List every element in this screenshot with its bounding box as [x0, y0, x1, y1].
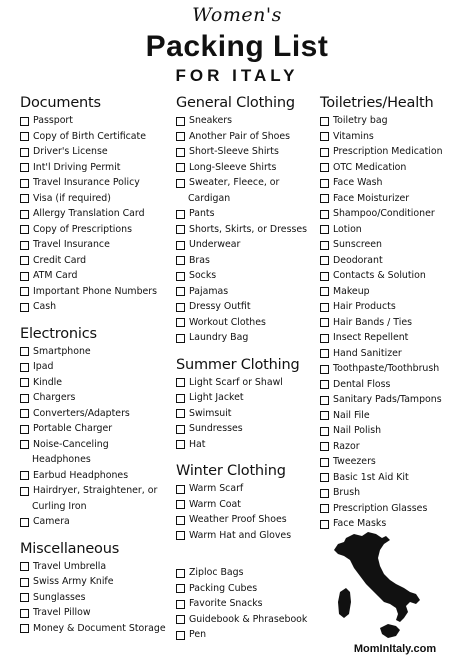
- checkbox[interactable]: [20, 425, 29, 434]
- list-item[interactable]: Nail File: [320, 408, 470, 424]
- list-item[interactable]: Swiss Army Knife: [20, 574, 170, 590]
- list-item[interactable]: Money & Document Storage: [20, 621, 170, 637]
- list-item[interactable]: Chargers: [20, 390, 170, 406]
- checkbox[interactable]: [176, 163, 185, 172]
- list-item[interactable]: Deodorant: [320, 253, 470, 269]
- list-item[interactable]: Packing Cubes: [176, 581, 316, 597]
- list-item[interactable]: Hat: [176, 437, 316, 453]
- winter-clothing-list: [176, 481, 316, 543]
- list-item[interactable]: Travel Umbrella: [20, 559, 170, 575]
- list-item[interactable]: Contacts & Solution: [320, 268, 470, 284]
- checkbox[interactable]: [176, 631, 185, 640]
- checkbox[interactable]: [176, 225, 185, 234]
- list-item[interactable]: Dental Floss: [320, 377, 470, 393]
- list-item[interactable]: Noise-Canceling: [20, 437, 170, 453]
- list-item[interactable]: Smartphone: [20, 344, 170, 360]
- list-item[interactable]: Favorite Snacks: [176, 596, 316, 612]
- checkbox[interactable]: [20, 394, 29, 403]
- list-item[interactable]: Prescription Medication: [320, 144, 470, 160]
- list-item-continuation: Curling Iron: [32, 500, 87, 512]
- list-item[interactable]: Swimsuit: [176, 406, 316, 422]
- checkbox[interactable]: [20, 471, 29, 480]
- list-item[interactable]: ATM Card: [20, 268, 170, 284]
- checkbox[interactable]: [176, 615, 185, 624]
- checkbox[interactable]: [176, 210, 185, 219]
- checkbox[interactable]: [176, 425, 185, 434]
- checkbox[interactable]: [176, 440, 185, 449]
- checkbox[interactable]: [320, 504, 329, 513]
- checkbox[interactable]: [176, 485, 185, 494]
- list-item[interactable]: Cash: [20, 299, 170, 315]
- checkbox[interactable]: [320, 442, 329, 451]
- checkbox[interactable]: [176, 334, 185, 343]
- list-item[interactable]: Driver's License: [20, 144, 170, 160]
- checkbox[interactable]: [320, 272, 329, 281]
- checkbox[interactable]: [320, 225, 329, 234]
- checkbox[interactable]: [320, 117, 329, 126]
- list-item[interactable]: Earbud Headphones: [20, 468, 170, 484]
- section-title-summer-clothing: Summer Clothing: [176, 356, 300, 373]
- checkbox[interactable]: [176, 148, 185, 157]
- checkbox[interactable]: [20, 132, 29, 141]
- checkbox[interactable]: [320, 458, 329, 467]
- checkbox[interactable]: [20, 194, 29, 203]
- checkbox[interactable]: [176, 394, 185, 403]
- checkbox[interactable]: [20, 593, 29, 602]
- column-middle: [176, 94, 316, 643]
- checkbox[interactable]: [176, 569, 185, 578]
- list-item[interactable]: Face Masks: [320, 516, 470, 532]
- checkbox[interactable]: [20, 518, 29, 527]
- checkbox[interactable]: [176, 378, 185, 387]
- list-item[interactable]: Warm Scarf: [176, 481, 316, 497]
- list-item[interactable]: Workout Clothes: [176, 315, 316, 331]
- list-item[interactable]: Hand Sanitizer: [320, 346, 470, 362]
- checkbox[interactable]: [20, 440, 29, 449]
- section-title-toiletries: Toiletries/Health: [320, 95, 434, 111]
- checkbox[interactable]: [320, 287, 329, 296]
- list-item[interactable]: Travel Insurance: [20, 237, 170, 253]
- checkbox[interactable]: [20, 562, 29, 571]
- list-item[interactable]: Socks: [176, 268, 316, 284]
- list-item[interactable]: Hair Bands / Ties: [320, 315, 470, 331]
- checkbox[interactable]: [20, 347, 29, 356]
- checkbox[interactable]: [320, 148, 329, 157]
- list-item[interactable]: Pajamas: [176, 284, 316, 300]
- list-item[interactable]: Shorts, Skirts, or Dresses: [176, 222, 316, 238]
- checkbox[interactable]: [320, 210, 329, 219]
- miscellaneous-list: [20, 559, 170, 637]
- list-item[interactable]: Bras: [176, 253, 316, 269]
- checkbox[interactable]: [176, 500, 185, 509]
- checkbox[interactable]: [320, 396, 329, 405]
- general-clothing-list: [176, 113, 316, 346]
- list-item[interactable]: Warm Coat: [176, 497, 316, 513]
- checkbox[interactable]: [320, 473, 329, 482]
- checkbox[interactable]: [20, 272, 29, 281]
- checkbox[interactable]: [20, 225, 29, 234]
- list-item[interactable]: Int'l Driving Permit: [20, 160, 170, 176]
- list-item[interactable]: Toiletry bag: [320, 113, 470, 129]
- sardinia-island: [338, 588, 351, 618]
- list-item[interactable]: Basic 1st Aid Kit: [320, 470, 470, 486]
- extras-list: [176, 565, 316, 643]
- list-item[interactable]: Copy of Prescriptions: [20, 222, 170, 238]
- checkbox[interactable]: [320, 163, 329, 172]
- list-item-continuation: Cardigan: [188, 192, 231, 204]
- list-item[interactable]: Face Moisturizer: [320, 191, 470, 207]
- checkbox[interactable]: [320, 334, 329, 343]
- section-title-miscellaneous: Miscellaneous: [20, 540, 120, 557]
- list-item[interactable]: Prescription Glasses: [320, 501, 470, 517]
- section-title-winter-clothing: Winter Clothing: [176, 463, 286, 479]
- checkbox[interactable]: [20, 179, 29, 188]
- checkbox[interactable]: [320, 241, 329, 250]
- list-item[interactable]: Ipad: [20, 359, 170, 375]
- checkbox[interactable]: [176, 241, 185, 250]
- list-item[interactable]: Toothpaste/Toothbrush: [320, 361, 470, 377]
- checkbox[interactable]: [20, 409, 29, 418]
- checkbox[interactable]: [176, 179, 185, 188]
- checkbox[interactable]: [320, 318, 329, 327]
- column-left: [20, 94, 170, 636]
- sicily-island: [380, 624, 400, 638]
- checkbox[interactable]: [320, 365, 329, 374]
- checkbox[interactable]: [320, 132, 329, 141]
- documents-list: [20, 113, 170, 315]
- footer-site[interactable]: MomInItaly.com: [353, 643, 437, 655]
- checkbox[interactable]: [320, 380, 329, 389]
- checkbox[interactable]: [320, 179, 329, 188]
- list-item[interactable]: Weather Proof Shoes: [176, 512, 316, 528]
- section-title-general-clothing: General Clothing: [176, 95, 295, 111]
- list-item[interactable]: Razor: [320, 439, 470, 455]
- checkbox[interactable]: [320, 520, 329, 529]
- list-item[interactable]: Dressy Outfit: [176, 299, 316, 315]
- checkbox[interactable]: [20, 241, 29, 250]
- checkbox[interactable]: [20, 609, 29, 618]
- list-item[interactable]: Sanitary Pads/Tampons: [320, 392, 470, 408]
- list-item[interactable]: Vitamins: [320, 129, 470, 145]
- checkbox[interactable]: [320, 427, 329, 436]
- column-right: [320, 94, 470, 532]
- list-item[interactable]: Hairdryer, Straightener, or: [20, 483, 170, 499]
- checkbox[interactable]: [176, 531, 185, 540]
- list-item[interactable]: Camera: [20, 514, 170, 530]
- checkbox[interactable]: [320, 489, 329, 498]
- list-item[interactable]: Brush: [320, 485, 470, 501]
- list-item[interactable]: Sunscreen: [320, 237, 470, 253]
- list-item[interactable]: Visa (if required): [20, 191, 170, 207]
- script-title: Women's: [192, 4, 282, 26]
- checkbox[interactable]: [320, 411, 329, 420]
- checkbox[interactable]: [20, 148, 29, 157]
- page-title: Packing List: [145, 30, 329, 63]
- list-item[interactable]: Tweezers: [320, 454, 470, 470]
- checkbox[interactable]: [176, 318, 185, 327]
- list-item[interactable]: Sweater, Fleece, or: [176, 175, 316, 191]
- checkbox[interactable]: [176, 117, 185, 126]
- checkbox[interactable]: [20, 378, 29, 387]
- checkbox[interactable]: [176, 287, 185, 296]
- section-title-documents: Documents: [20, 95, 101, 111]
- list-item[interactable]: Allergy Translation Card: [20, 206, 170, 222]
- list-item[interactable]: Hair Products: [320, 299, 470, 315]
- list-item[interactable]: Shampoo/Conditioner: [320, 206, 470, 222]
- list-item[interactable]: Kindle: [20, 375, 170, 391]
- list-item[interactable]: Light Scarf or Shawl: [176, 375, 316, 391]
- list-item[interactable]: Face Wash: [320, 175, 470, 191]
- checkbox[interactable]: [176, 256, 185, 265]
- checkbox[interactable]: [320, 349, 329, 358]
- list-item[interactable]: Nail Polish: [320, 423, 470, 439]
- checkbox[interactable]: [20, 624, 29, 633]
- checkbox[interactable]: [20, 117, 29, 126]
- checkbox[interactable]: [20, 487, 29, 496]
- checkbox[interactable]: [176, 516, 185, 525]
- list-item[interactable]: Laundry Bag: [176, 330, 316, 346]
- checkbox[interactable]: [176, 409, 185, 418]
- checkbox[interactable]: [20, 256, 29, 265]
- list-item[interactable]: Travel Pillow: [20, 605, 170, 621]
- checkbox[interactable]: [20, 303, 29, 312]
- list-item[interactable]: Short-Sleeve Shirts: [176, 144, 316, 160]
- italy-map-icon: [324, 530, 424, 642]
- checkbox[interactable]: [20, 363, 29, 372]
- list-item[interactable]: Guidebook & Phrasebook: [176, 612, 316, 628]
- checkbox[interactable]: [320, 303, 329, 312]
- checkbox[interactable]: [176, 132, 185, 141]
- list-item[interactable]: Sundresses: [176, 421, 316, 437]
- checkbox[interactable]: [20, 287, 29, 296]
- list-item-continuation: Headphones: [32, 454, 91, 465]
- list-item[interactable]: Credit Card: [20, 253, 170, 269]
- checkbox[interactable]: [20, 210, 29, 219]
- list-item[interactable]: Important Phone Numbers: [20, 284, 170, 300]
- list-item[interactable]: Sneakers: [176, 113, 316, 129]
- toiletries-list: [320, 113, 470, 532]
- checkbox[interactable]: [176, 272, 185, 281]
- list-item[interactable]: Pen: [176, 627, 316, 643]
- list-item[interactable]: Warm Hat and Gloves: [176, 528, 316, 544]
- checkbox[interactable]: [320, 256, 329, 265]
- section-title-electronics: Electronics: [20, 325, 97, 342]
- list-item[interactable]: Long-Sleeve Shirts: [176, 160, 316, 176]
- list-item[interactable]: Travel Insurance Policy: [20, 175, 170, 191]
- list-item[interactable]: Light Jacket: [176, 390, 316, 406]
- checkbox[interactable]: [320, 194, 329, 203]
- list-item[interactable]: Ziploc Bags: [176, 565, 316, 581]
- list-item[interactable]: Copy of Birth Certificate: [20, 129, 170, 145]
- list-item[interactable]: Portable Charger: [20, 421, 170, 437]
- checkbox[interactable]: [20, 578, 29, 587]
- checkbox[interactable]: [176, 584, 185, 593]
- list-item[interactable]: OTC Medication: [320, 160, 470, 176]
- list-item[interactable]: Underwear: [176, 237, 316, 253]
- list-item[interactable]: Another Pair of Shoes: [176, 129, 316, 145]
- list-item[interactable]: Passport: [20, 113, 170, 129]
- list-item[interactable]: Converters/Adapters: [20, 406, 170, 422]
- list-item[interactable]: Makeup: [320, 284, 470, 300]
- list-item[interactable]: Pants: [176, 206, 316, 222]
- checkbox[interactable]: [176, 600, 185, 609]
- page-subtitle: FOR ITALY: [175, 66, 299, 85]
- checkbox[interactable]: [20, 163, 29, 172]
- list-item[interactable]: Sunglasses: [20, 590, 170, 606]
- summer-clothing-list: [176, 375, 316, 453]
- list-item[interactable]: Insect Repellent: [320, 330, 470, 346]
- checkbox[interactable]: [176, 303, 185, 312]
- electronics-list: [20, 344, 170, 530]
- list-item[interactable]: Lotion: [320, 222, 470, 238]
